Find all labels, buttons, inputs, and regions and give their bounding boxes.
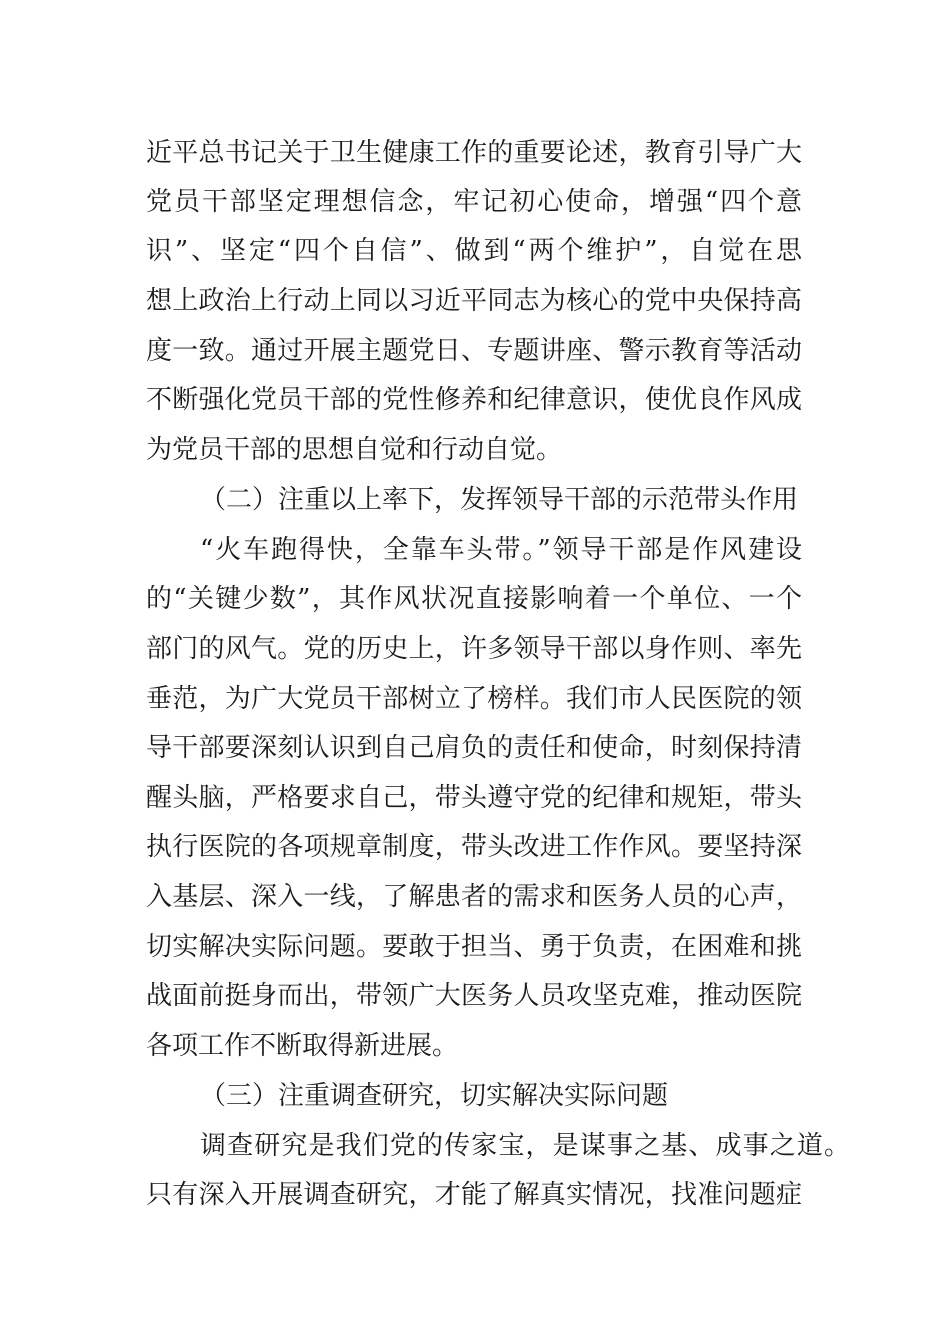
body-line-14: 醒头脑，严格要求自己，带头遵守党的纪律和规矩，带头 [146, 783, 802, 813]
section-heading-3: （三）注重调查研究，切实解决实际问题 [200, 1081, 669, 1111]
body-line-15: 执行医院的各项规章制度，带头改进工作作风。要坚持深 [146, 832, 802, 862]
body-line-9: “火车跑得快，全靠车头带。”领导干部是作风建设 [200, 535, 802, 565]
body-line-10: 的“关键少数”，其作风状况直接影响着一个单位、一个 [146, 584, 802, 614]
body-line-11: 部门的风气。党的历史上，许多领导干部以身作则、率先 [146, 634, 802, 664]
body-line-3: 识”、坚定“四个自信”、做到“两个维护”，自觉在思 [146, 236, 802, 266]
body-line-16: 入基层、深入一线，了解患者的需求和医务人员的心声， [146, 882, 802, 912]
body-line-22: 只有深入开展调查研究，才能了解真实情况，找准问题症 [146, 1180, 802, 1210]
body-line-19: 各项工作不断取得新进展。 [146, 1031, 459, 1061]
body-line-7: 为党员干部的思想自觉和行动自觉。 [146, 435, 563, 465]
section-heading-2: （二）注重以上率下，发挥领导干部的示范带头作用 [200, 485, 799, 515]
body-line-6: 不断强化党员干部的党性修养和纪律意识，使优良作风成 [146, 385, 802, 415]
body-line-5: 度一致。通过开展主题党日、专题讲座、警示教育等活动 [146, 336, 802, 366]
body-line-4: 想上政治上行动上同以习近平同志为核心的党中央保持高 [146, 286, 802, 316]
body-line-21: 调查研究是我们党的传家宝，是谋事之基、成事之道。 [200, 1131, 850, 1161]
body-line-18: 战面前挺身而出，带领广大医务人员攻坚克难，推动医院 [146, 981, 802, 1011]
body-line-13: 导干部要深刻认识到自己肩负的责任和使命，时刻保持清 [146, 733, 802, 763]
body-line-12: 垂范，为广大党员干部树立了榜样。我们市人民医院的领 [146, 684, 802, 714]
body-line-1: 近平总书记关于卫生健康工作的重要论述，教育引导广大 [146, 138, 802, 168]
body-line-2: 党员干部坚定理想信念，牢记初心使命，增强“四个意 [146, 187, 802, 217]
body-line-17: 切实解决实际问题。要敢于担当、勇于负责，在困难和挑 [146, 932, 802, 962]
